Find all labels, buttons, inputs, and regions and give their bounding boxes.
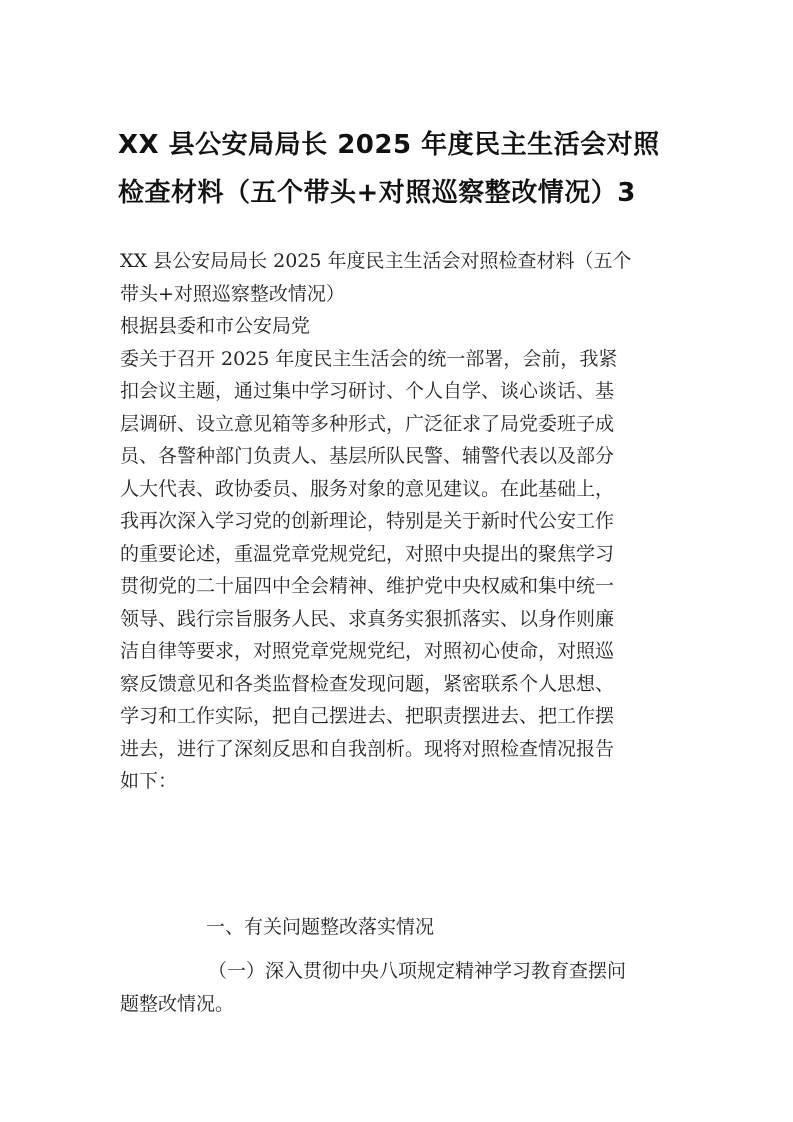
- body-line: 领导、践行宗旨服务人民、求真务实狠抓落实、以身作则廉: [120, 607, 615, 630]
- body-line: 我再次深入学习党的创新理论，特别是关于新时代公安工作: [120, 510, 615, 532]
- body-line-part: 根据县委和市公安局党: [120, 315, 311, 337]
- body-line: 洁自律等要求，对照党章党规党纪，对照初心使命，对照巡: [120, 640, 615, 662]
- body-line: 察反馈意见和各类监督检查发现问题，紧密联系个人思想、: [120, 672, 615, 695]
- body-line: 进去，进行了深刻反思和自我剖析。现将对照检查情况报告: [120, 737, 615, 760]
- body-line: 如下：: [120, 770, 178, 792]
- body-line: 扣会议主题，通过集中学习研讨、个人自学、谈心谈话、基: [120, 380, 615, 402]
- sub-heading-line: 题整改情况。: [120, 992, 235, 1015]
- document-title: [118, 121, 678, 217]
- body-line: 学习和工作实际，把自己摆进去、把职责摆进去、把工作摆: [120, 705, 615, 727]
- body-line: 的重要论述，重温党章党规党纪，对照中央提出的聚焦学习: [120, 542, 615, 565]
- sub-heading-line: （一）深入贯彻中央八项规定精神学习教育查摆问: [208, 960, 627, 982]
- title-line: XX 县公安局局长 2025 年度民主生活会对照: [118, 130, 660, 160]
- body-paragraph: [120, 245, 680, 798]
- body-line-part: 带头+对照巡察整改情况）: [120, 282, 345, 305]
- body-line: 层调研、设立意见箱等多种形式，广泛征求了局党委班子成: [120, 412, 615, 435]
- body-line: [120, 278, 680, 343]
- body-line: 人大代表、政协委员、服务对象的意见建议。在此基础上，: [120, 477, 615, 500]
- body-line: 委关于召开 2025 年度民主生活会的统一部署，会前，我紧: [120, 347, 618, 370]
- body-line: 员、各警种部门负责人、基层所队民警、辅警代表以及部分: [120, 445, 615, 467]
- section-heading: 一、有关问题整改落实情况: [206, 916, 435, 938]
- sub-heading: [120, 955, 680, 1020]
- title-line: 检查材料（五个带头+对照巡察整改情况）3: [118, 178, 636, 208]
- body-line: 贯彻党的二十届四中全会精神、维护党中央权威和集中统一: [120, 575, 615, 597]
- body-line: XX 县公安局局长 2025 年度民主生活会对照检查材料（五个: [120, 250, 632, 272]
